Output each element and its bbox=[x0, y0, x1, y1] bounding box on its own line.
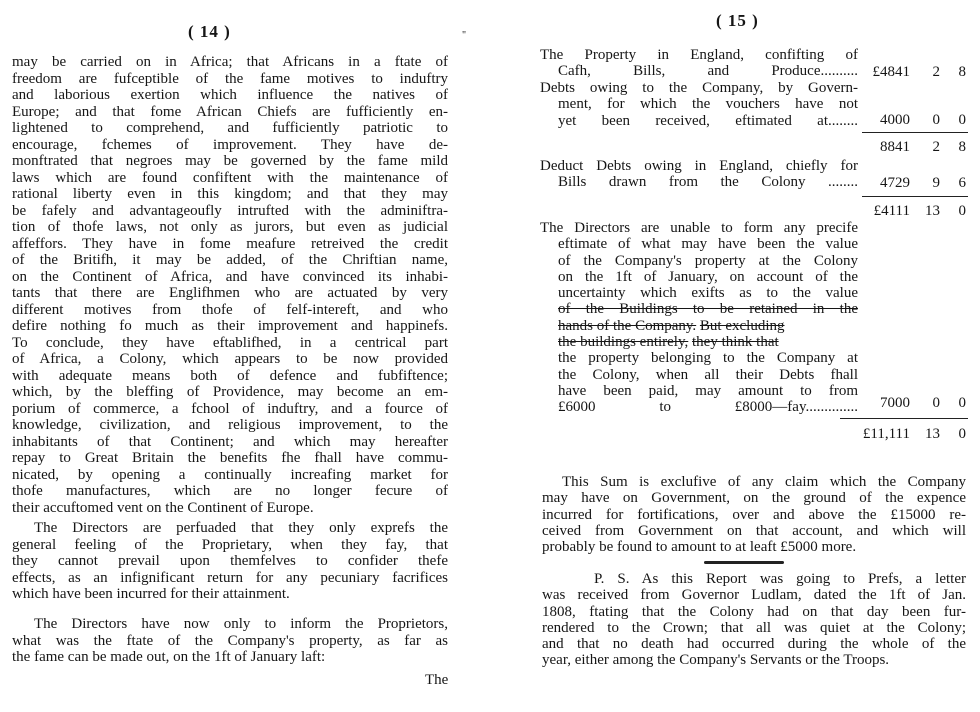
text-line: rendered to the Crown; that all was quiet at the Colony; bbox=[542, 619, 966, 636]
text-line: encourage, fchemes of improvement. They have de- bbox=[12, 136, 448, 153]
amount-pounds: £4111 bbox=[873, 203, 910, 219]
text-line: laws which are found confiftent with the maintenance of bbox=[12, 169, 448, 186]
struck-text: But excluding bbox=[699, 317, 785, 334]
text-line: nicated, by opening a continually increafing market for bbox=[12, 466, 448, 483]
text-line: different motives from thofe of felf-intereft, and who bbox=[12, 301, 448, 318]
text-line: affeffors. They have in fome meafure retreived the credit bbox=[12, 235, 448, 252]
account-item-deduct bbox=[540, 158, 858, 191]
amount-pounds: 4729 bbox=[880, 175, 910, 191]
text-line: be fafely and advantageoufly intrufted with the adminiftra- bbox=[12, 202, 448, 219]
text-line: with adequate means both of defence and fubfiftence; bbox=[12, 367, 448, 384]
separator-ornament bbox=[704, 561, 784, 564]
text-line: tion of thofe laws, not only as jurors, but even as judicial bbox=[12, 219, 448, 235]
text-line: yet been received, eftimated at........ bbox=[558, 112, 858, 129]
mixed-line bbox=[540, 318, 858, 334]
text-line: The Directors have now only to inform the Proprietors, bbox=[34, 616, 448, 632]
page-number-14: ( 14 ) bbox=[188, 22, 231, 41]
amount-pence: 0 bbox=[958, 426, 966, 442]
text-line: what was the ftate of the Company's property, as far as bbox=[12, 632, 448, 649]
amount-property bbox=[852, 64, 966, 81]
amount-shillings: 2 bbox=[932, 64, 940, 80]
text-line: of Africa, a Colony, which appears to be now provided bbox=[12, 351, 448, 367]
postscript-paragraph bbox=[542, 571, 966, 669]
text-line: the Colony, when all their Debts fhall bbox=[558, 366, 858, 383]
text-line: the fame can be made out, on the 1ft of January laft: bbox=[12, 649, 326, 665]
amount-pence: 0 bbox=[958, 112, 966, 128]
account-item-property bbox=[540, 47, 858, 80]
text-line: the property belonging to the Company at bbox=[558, 350, 858, 367]
amount-pence: 8 bbox=[958, 139, 966, 155]
text-line: Europe; and that fome African Chiefs are fufficiently en- bbox=[12, 103, 448, 120]
text-line: year, either among the Company's Servants or the Troops. bbox=[542, 652, 890, 669]
catchword: The bbox=[425, 672, 449, 688]
text-line: may have on Government, on the ground of the expence bbox=[542, 490, 966, 507]
amount-shillings: 0 bbox=[932, 395, 940, 411]
text-line: their accuftomed vent on the Continent of Europe. bbox=[12, 499, 314, 516]
text-line: inhabitants of that Continent; and which may hereafter bbox=[12, 433, 448, 450]
struck-text: hands of the Company. bbox=[558, 317, 697, 334]
text-line: of the Britifh, it may be added, of the Chriftian name, bbox=[12, 252, 448, 268]
text-line: 1808, ftating that the Colony had on that day been fur- bbox=[542, 603, 966, 620]
sum-rule bbox=[840, 418, 968, 419]
text-line: £6000 to £8000—fay.............. bbox=[558, 399, 858, 416]
text-line: general feeling of the Proprietary, when they fay, that bbox=[12, 536, 448, 553]
amount-pence: 0 bbox=[958, 203, 966, 219]
account-item-debts bbox=[540, 80, 858, 129]
paragraph-directors-persuaded bbox=[12, 520, 448, 603]
text-line: of the Company's property at the Colony bbox=[558, 252, 858, 269]
sum-rule bbox=[862, 196, 968, 197]
text-line: on the 1ft of January, on account of the bbox=[558, 268, 858, 285]
text-line: rational liberty even in this kingdom; and that they may bbox=[12, 186, 448, 202]
text-line: This Sum is exclufive of any claim which the Company bbox=[562, 474, 966, 490]
text-line: The Directors are perfuaded that they only exprefs the bbox=[34, 520, 448, 536]
text-line: and that no death had occurred during the whole of the bbox=[542, 636, 966, 653]
amount-pounds: 8841 bbox=[880, 139, 910, 155]
text-line: eftimate of what may have been the value bbox=[558, 236, 858, 253]
amount-shillings: 0 bbox=[932, 112, 940, 128]
margin-mark: " bbox=[462, 30, 467, 41]
right-page bbox=[490, 0, 980, 712]
text-line: tants that there are Englifhmen who are actuated by very bbox=[12, 285, 448, 301]
text-line: Bills drawn from the Colony ........ bbox=[558, 174, 858, 191]
text-line: repay to Great Britain the benefits fhe fhall have commu- bbox=[12, 450, 448, 466]
text-line: and laborious exertion which influence the natives of bbox=[12, 87, 448, 103]
text-line: which have been incurred for their attainment. bbox=[12, 586, 290, 602]
amount-shillings: 13 bbox=[925, 426, 940, 442]
text-line: have been paid, may amount to from bbox=[558, 382, 858, 399]
amount-pounds: £11,111 bbox=[862, 426, 910, 442]
amount-pence: 6 bbox=[958, 175, 966, 191]
amount-shillings: 2 bbox=[932, 139, 940, 155]
text-line: effects, as an infignificant return for any pecuniary facrifices bbox=[12, 569, 448, 586]
note-paragraph bbox=[542, 474, 966, 555]
text-line: knowledge, civilization, and religious improvement, to the bbox=[12, 417, 448, 433]
text-line: which, by the bleffing of Providence, may become an em- bbox=[12, 384, 448, 400]
paragraph-directors-inform bbox=[12, 616, 448, 666]
text-line: incurred for fortifications, over and above the £15000 re- bbox=[542, 506, 966, 523]
page-number-15: ( 15 ) bbox=[716, 11, 759, 30]
text-line: monftrated that negroes may be governed by the fame mild bbox=[12, 153, 448, 169]
text-line: thofe manufactures, which are no longer fecure of bbox=[12, 483, 448, 499]
amount-pounds: 7000 bbox=[880, 395, 910, 411]
text-line: was received from Governor Ludlam, dated the 1ft of Jan. bbox=[542, 587, 966, 604]
text-line: on the Continent of Africa, and have convinced its inhabi- bbox=[12, 268, 448, 285]
text-line: The Property in England, confifting of bbox=[540, 47, 858, 63]
amount-pounds: £4841 bbox=[872, 64, 910, 80]
amount-pounds: 4000 bbox=[880, 112, 910, 128]
amount-pence: 8 bbox=[958, 64, 966, 80]
amount-deduct bbox=[852, 175, 966, 192]
text-line: P. S. As this Report was going to Prefs, a letter bbox=[594, 571, 966, 587]
amount-shillings: 13 bbox=[925, 203, 940, 219]
text-line: defire nothing fo much as their improvement and happinefs. bbox=[12, 318, 448, 334]
text-line: ceived from Government on that account, and which will bbox=[542, 522, 966, 539]
account-item-estimate bbox=[540, 220, 858, 416]
amount-subtotal bbox=[852, 139, 966, 156]
amount-estimate bbox=[852, 395, 966, 412]
amount-debts bbox=[852, 112, 966, 129]
sum-rule bbox=[862, 132, 968, 133]
text-line: ment, for which the vouchers have not bbox=[558, 96, 858, 113]
text-line: may be carried on in Africa; that Africans in a ftate of bbox=[12, 54, 448, 70]
text-line: probably be found to amount to at leaft £5000 more. bbox=[542, 539, 857, 556]
paragraph-africa bbox=[12, 54, 448, 516]
text-line: To conclude, they have eftablifhed, in a centrical part bbox=[12, 334, 448, 351]
text-line: Deduct Debts owing in England, chiefly for bbox=[540, 158, 858, 174]
text-line: porium of commerce, a fchool of induftry, and a fource of bbox=[12, 400, 448, 417]
struck-text: the buildings entirely, bbox=[558, 334, 689, 351]
amount-balance bbox=[852, 203, 966, 220]
amount-shillings: 9 bbox=[932, 175, 940, 191]
text-line: Debts owing to the Company, by Govern- bbox=[540, 80, 858, 96]
text-line: freedom are fufceptible of the fame motives to induftry bbox=[12, 70, 448, 87]
text-line: Cafh, Bills, and Produce.......... bbox=[558, 63, 858, 80]
amount-pence: 0 bbox=[958, 395, 966, 411]
text-line: The Directors are unable to form any precife bbox=[540, 220, 858, 236]
mixed-line bbox=[540, 334, 858, 350]
struck-text: they think that bbox=[692, 334, 779, 351]
text-line: uncertainty which exifts as to the value bbox=[558, 285, 858, 302]
text-line: they cannot prevail upon themfelves to confider thefe bbox=[12, 553, 448, 569]
amount-total bbox=[830, 426, 966, 443]
struck-line: of the Buildings to be retained in the bbox=[558, 301, 858, 318]
text-line: lightened to comprehend, and fufficiently patriotic to bbox=[12, 120, 448, 136]
